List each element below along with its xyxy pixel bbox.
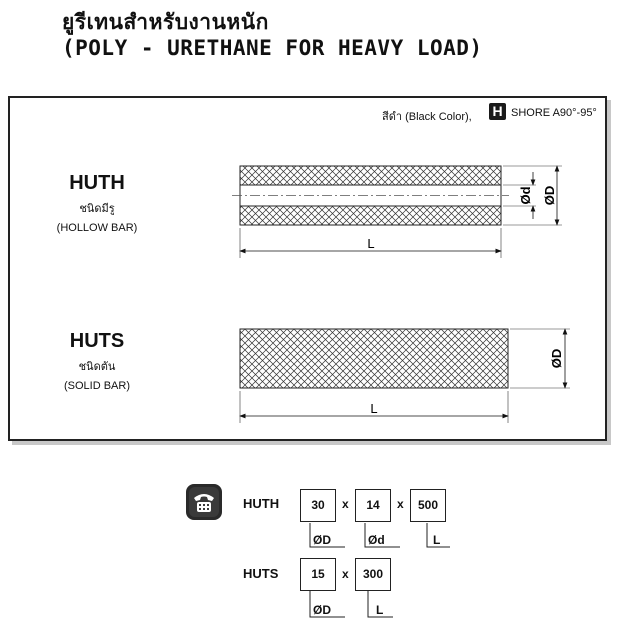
huth-inner-diameter-label: Ød <box>518 186 533 205</box>
page-title-thai: ยูรีเทนสำหรับงานหนัก <box>62 10 269 34</box>
order-label-brackets <box>0 460 623 642</box>
color-spec: สีดำ (Black Color), <box>382 111 472 123</box>
solid-bar-drawing <box>240 329 508 388</box>
product-code-huts: HUTS <box>69 330 125 352</box>
order-value-huth-id: 14 <box>355 489 391 522</box>
order-label-huts-length: L <box>376 603 384 617</box>
hardness-h-icon: H <box>489 103 506 120</box>
order-separator: x <box>342 567 349 581</box>
order-separator: x <box>342 497 349 511</box>
product-type-english-huts: (SOLID BAR) <box>63 380 130 392</box>
huts-length-label: L <box>370 401 378 416</box>
huth-outer-diameter-label: ØD <box>542 185 557 206</box>
product-type-thai-huts: ชนิดตัน <box>78 361 116 373</box>
order-code-huts: HUTS <box>243 566 279 581</box>
order-label-huth-length: L <box>433 533 441 547</box>
product-type-english-huth: (HOLLOW BAR) <box>56 222 138 234</box>
huth-length-label: L <box>367 236 375 251</box>
order-value-huts-od: 15 <box>300 558 336 591</box>
order-value-huts-length: 300 <box>355 558 391 591</box>
order-value-huth-length: 500 <box>410 489 446 522</box>
hardness-spec: SHORE A90°-95° <box>511 107 597 119</box>
product-type-thai-huth: ชนิดมีรู <box>79 203 115 215</box>
hollow-bar-drawing <box>232 166 509 225</box>
page-title-english: (POLY - URETHANE FOR HEAVY LOAD) <box>62 36 483 60</box>
product-code-huth: HUTH <box>69 172 125 194</box>
order-value-huth-od: 30 <box>300 489 336 522</box>
order-label-huth-od: ØD <box>313 533 331 547</box>
order-label-huts-od: ØD <box>313 603 331 617</box>
order-separator: x <box>397 497 404 511</box>
order-code-huth: HUTH <box>243 496 280 511</box>
order-label-huth-id: Ød <box>368 533 385 547</box>
huts-outer-diameter-label: ØD <box>549 348 564 369</box>
